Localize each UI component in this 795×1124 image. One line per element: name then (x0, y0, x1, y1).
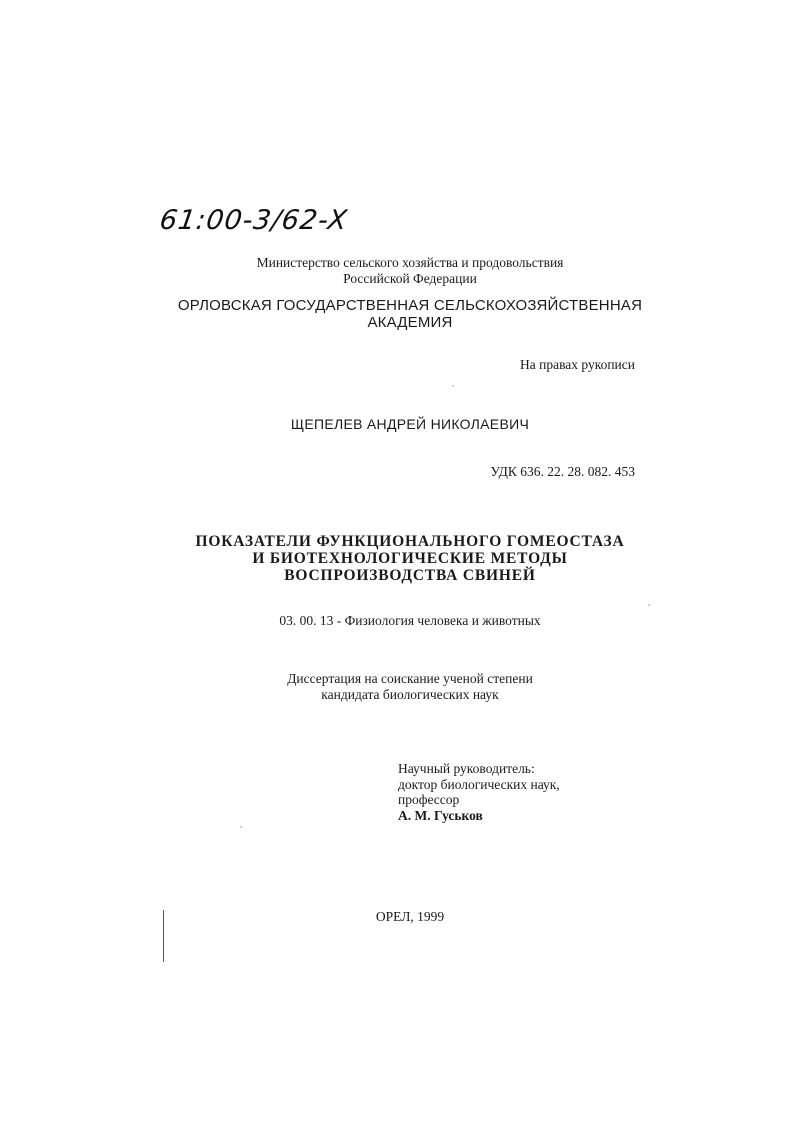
supervisor-label: Научный руководитель: (398, 761, 535, 776)
academy-line-2: АКАДЕМИЯ (367, 314, 453, 331)
degree-line-1: Диссертация на соискание ученой степени (287, 671, 533, 686)
academy-header (150, 297, 670, 331)
dissertation-title (150, 533, 670, 584)
scan-speck (452, 385, 454, 387)
city-and-year: ОРЕЛ, 1999 (375, 909, 445, 924)
scientific-supervisor (398, 761, 638, 823)
author-name: ЩЕПЕЛЕВ АНДРЕЙ НИКОЛАЕВИЧ (290, 416, 530, 432)
scan-edge-line (163, 910, 164, 962)
udk-code: УДК 636. 22. 28. 082. 453 (490, 464, 635, 479)
academy-line-1: ОРЛОВСКАЯ ГОСУДАРСТВЕННАЯ СЕЛЬСКОХОЗЯЙСТВЕННАЯ (177, 297, 643, 314)
scan-speck (648, 604, 650, 606)
handwritten-catalog-number: 61:00-3/62-X (157, 205, 350, 236)
specialty-code: 03. 00. 13 - Физиология человека и животных (279, 613, 541, 628)
title-line-3: ВОСПРОИЗВОДСТВА СВИНЕЙ (284, 567, 536, 584)
scan-speck (240, 826, 242, 828)
title-line-2: И БИОТЕХНОЛОГИЧЕСКИЕ МЕТОДЫ (252, 550, 568, 567)
ministry-line-1: Министерство сельского хозяйства и продовольствия (256, 255, 564, 270)
supervisor-degree: доктор биологических наук, (398, 776, 560, 792)
ministry-line-2: Российской Федерации (343, 271, 477, 286)
degree-statement (200, 671, 620, 703)
supervisor-rank: профессор (398, 792, 460, 807)
ministry-header (200, 255, 620, 287)
supervisor-name: А. М. Гуськов (398, 807, 483, 823)
degree-line-2: кандидата биологических наук (321, 687, 499, 702)
manuscript-rights-note: На правах рукописи (519, 357, 635, 372)
title-line-1: ПОКАЗАТЕЛИ ФУНКЦИОНАЛЬНОГО ГОМЕОСТАЗА (195, 533, 625, 550)
